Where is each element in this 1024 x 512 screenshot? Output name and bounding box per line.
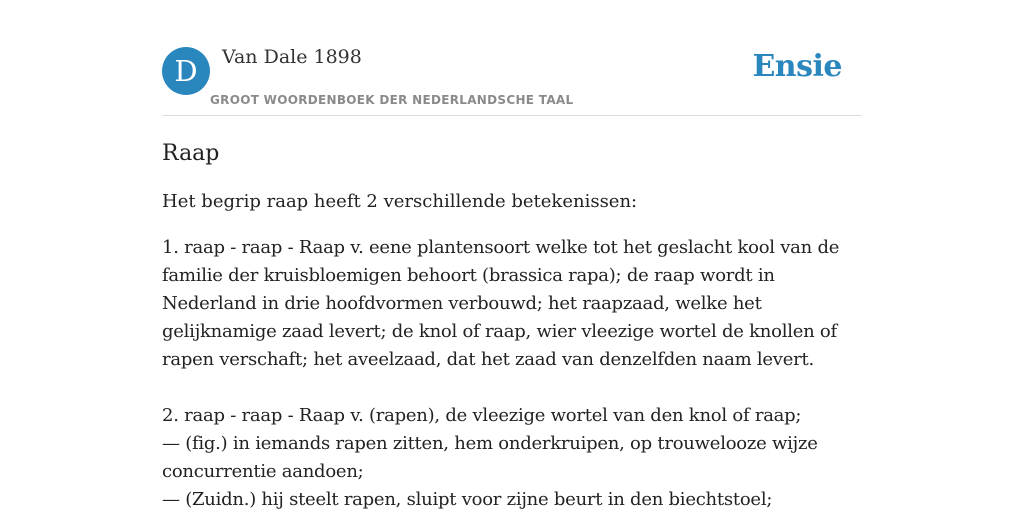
dictionary-title[interactable]: Van Dale 1898 <box>222 46 362 68</box>
dictionary-subtitle: GROOT WOORDENBOEK DER NEDERLANDSCHE TAAL <box>210 93 574 107</box>
meaning-2-line-1: 2. raap - raap - Raap v. (rapen), de vleezige wortel van den knol of raap; <box>162 405 802 426</box>
ensie-logo[interactable]: Ensie <box>752 49 842 84</box>
meaning-2-line-3: — (Zuidn.) hij steelt rapen, sluipt voor zijne beurt in den biechtstoel; <box>162 489 773 510</box>
dictionary-header <box>162 46 862 116</box>
meaning-separator <box>162 374 862 402</box>
meanings-list <box>162 234 862 512</box>
entry-intro: Het begrip raap heeft 2 verschillende betekenissen: <box>162 191 638 212</box>
dictionary-logo[interactable]: D <box>162 47 210 95</box>
meaning-2-line-2: — (fig.) in iemands rapen zitten, hem onderkruipen, op trouwelooze wijze concurrentie aandoen; <box>162 433 818 482</box>
entry-content <box>162 138 862 512</box>
meaning-1: 1. raap - raap - Raap v. eene plantensoort welke tot het geslacht kool van de familie der kruisbloemigen behoort (brassica rapa); de raap wordt in Nederland in drie hoofdvormen verbouwd; het raapzaad, welke het gelijknamige zaad levert; de knol of raap, wier vleezige wortel de knollen of rapen verschaft; het aveelzaad, dat het zaad van denzelfden naam levert. <box>162 237 840 370</box>
entry-title: Raap <box>162 141 220 166</box>
